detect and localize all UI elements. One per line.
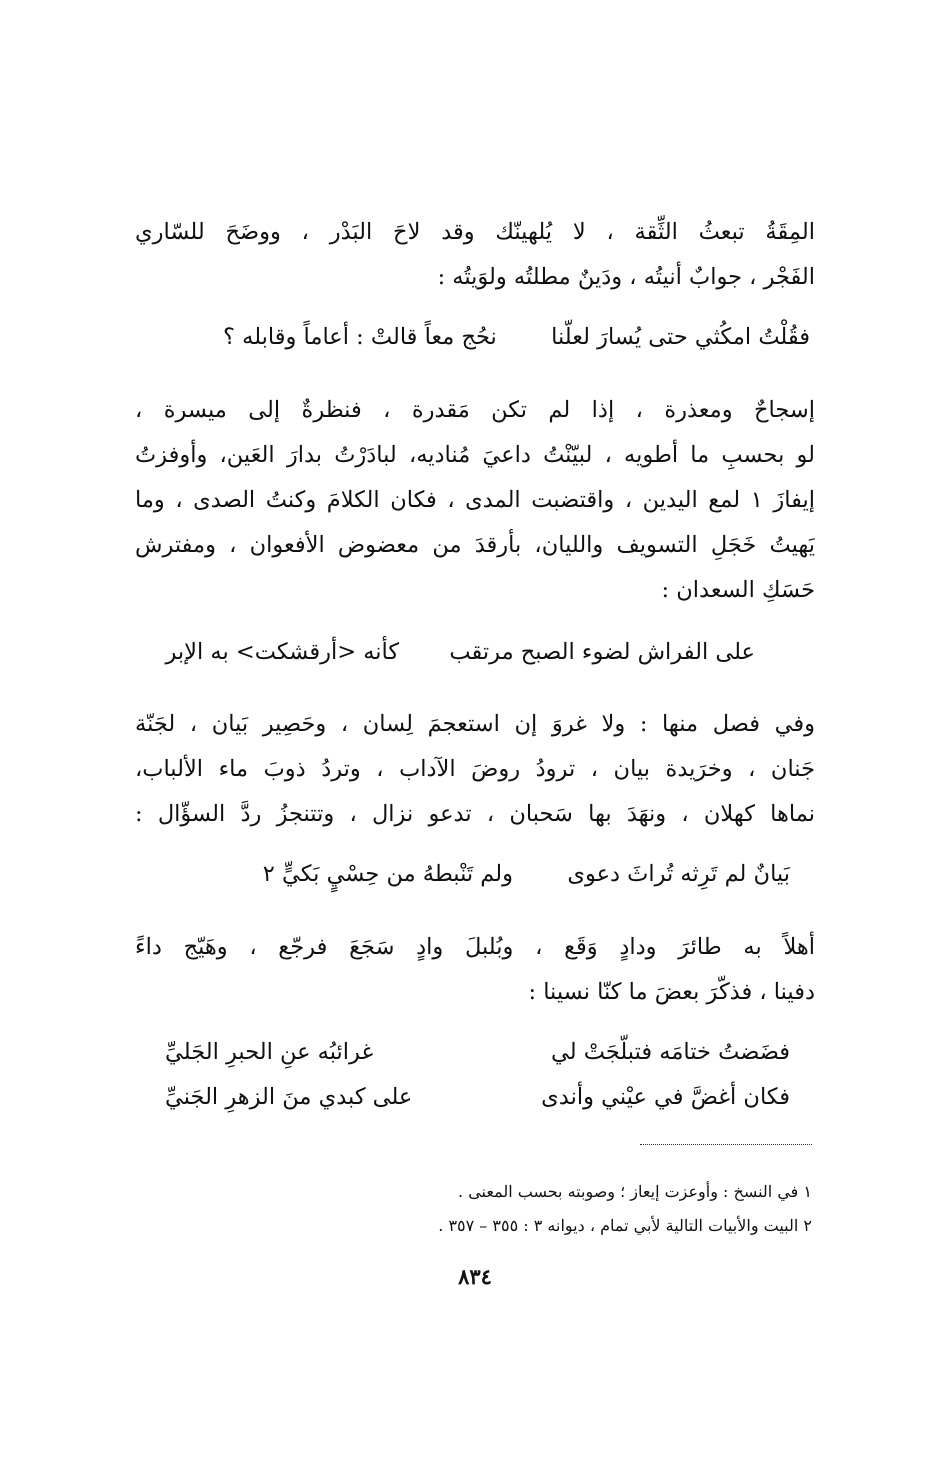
verse-first-hemistich: فكان أغضَّ في عيْني وأندى [541, 1084, 790, 1110]
verse-line [223, 315, 810, 360]
footnote-2: ٢ البيت والأبيات التالية لأبي تمام ، ديوانه ٣ : ٣٥٥ – ٣٥٧ . [438, 1216, 812, 1235]
verse-second-hemistich: على كبدي منَ الزهرِ الجَنيِّ [165, 1084, 413, 1110]
text-line: أهلاً به طائرَ ودادٍ وَقَع ، وبُلبلَ وادٍ سَجَعَ فرجّع ، وهَيّج داءً [135, 934, 815, 960]
paragraph-3 [135, 702, 815, 837]
verse-first-hemistich: على الفراش لضوء الصبح مرتقب [449, 639, 755, 665]
verse-first-hemistich: فضَضتُ ختامَه فتبلّجَتْ لي [550, 1039, 790, 1065]
poem-couplet [165, 1030, 790, 1120]
text-line: الفَجْر ، جوابٌ أنيتُه ، ودَينٌ مطلتُه ولوَيتُه : [437, 264, 815, 290]
paragraph-1 [135, 210, 815, 300]
verse-line [263, 852, 790, 897]
text-line: نماها كهلان ، ونهَدَ بها سَحبان ، تدعو نزال ، وتتنجزُ ردَّ السؤّال : [135, 801, 815, 827]
verse-first-hemistich: بَيانٌ لم تَرِثه تُراثَ دعوى [567, 861, 790, 887]
page-number: ٨٣٤ [458, 1264, 492, 1289]
verse-second-hemistich: كأنه <أرقشكت> به الإبر [165, 639, 400, 665]
text-line: لو بحسبِ ما أطويه ، لبيّنْتُ داعيَ مُناديه، لبادَرْتُ بدارَ العَين، وأوفزتُ [135, 442, 815, 468]
verse-second-hemistich: غرائبُه عنِ الحبرِ الجَليِّ [165, 1039, 374, 1065]
verse-second-hemistich: نحُج معاً قالتْ : أعاماً وقابله ؟ [223, 324, 497, 350]
couplet-verse [165, 1075, 790, 1120]
footnote-1: ١ في النسخ : وأوعزت إيعاز ؛ وصوبته بحسب المعنى . [458, 1182, 812, 1201]
text-line: جَنان ، وخرَيدة بيان ، ترودُ روضَ الآداب ، وتردُ ذوبَ ماء الألباب، [135, 756, 815, 782]
verse-second-hemistich: ولم تَنْبطهُ من حِسْيٍ بَكيٍّ ٢ [262, 861, 514, 887]
text-line: يَهيتُ خَجَلِ التسويف والليان، بأرقدَ من معضوض الأفعوان ، ومفترش [135, 532, 815, 558]
couplet-verse [165, 1030, 790, 1075]
text-line: إيفازَ ١ لمع اليدين ، واقتضبت المدى ، فكان الكلامَ وكنتُ الصدى ، وما [135, 487, 815, 513]
paragraph-4 [135, 925, 815, 1015]
text-line: وفي فصل منها : ولا غروَ إن استعجمَ لِسان ، وحَصِير بَيان ، لجَنّة [135, 711, 815, 737]
text-line: دفينا ، فذكّرَ بعضَ ما كنّا نسينا : [528, 979, 815, 1005]
text-line: المِقَةُ تبعثُ الثِّقة ، لا يُلهينّك وقد لاحَ البَدْر ، ووضَحَ للسّاري [135, 219, 815, 245]
verse-first-hemistich: فقُلْتُ امكُثي حتى يُسارَ لعلّنا [551, 324, 810, 350]
footnote-separator [640, 1144, 812, 1145]
text-line: حَسَكِ السعدان : [661, 577, 815, 603]
paragraph-2 [135, 388, 815, 613]
text-line: إسجاحٌ ومعذرة ، إذا لم تكن مَقدرة ، فنظرةٌ إلى ميسرة ، [135, 397, 815, 423]
verse-line [166, 630, 756, 675]
